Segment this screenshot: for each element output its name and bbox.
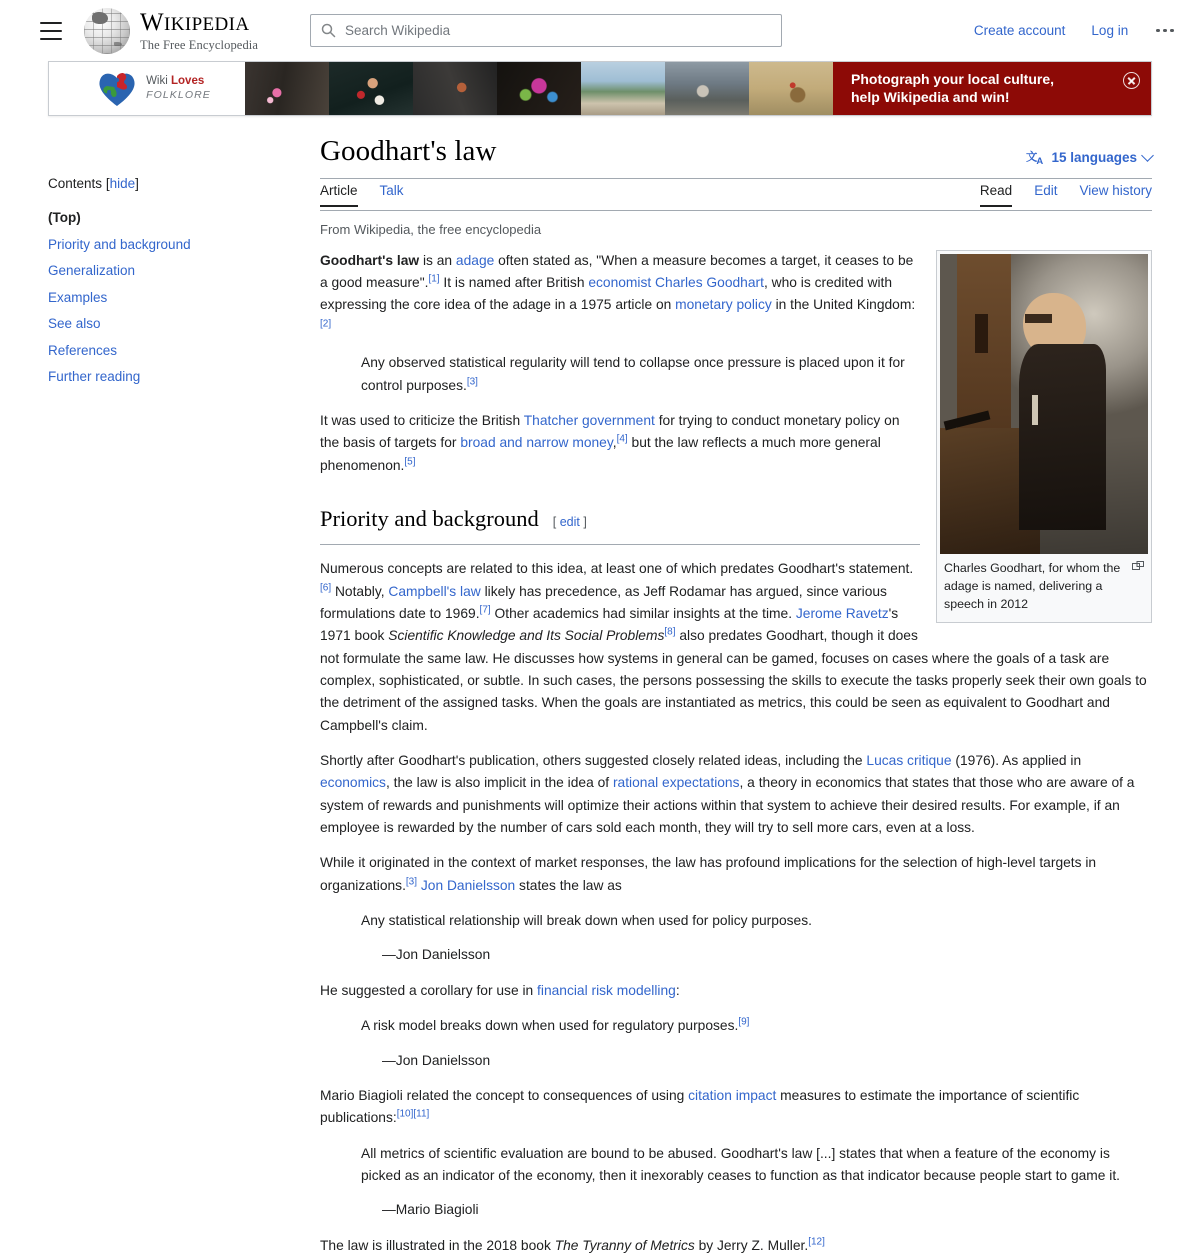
page-title: Goodhart's law bbox=[320, 135, 497, 167]
ref-12[interactable]: [12] bbox=[808, 1235, 825, 1247]
link-campbells-law[interactable]: Campbell's law bbox=[388, 583, 481, 599]
toc-item-label[interactable]: Examples bbox=[48, 289, 108, 305]
ref-9[interactable]: [9] bbox=[738, 1016, 750, 1028]
banner-photo-5 bbox=[581, 62, 665, 115]
lead-bold-term: Goodhart's law bbox=[320, 252, 420, 268]
text-4: but the law reflects a much more general phenomenon. bbox=[320, 435, 881, 473]
svg-text:A: A bbox=[1036, 155, 1044, 166]
blockquote-text: Any observed statistical regularity will tend to collapse once pressure is placed upon it for control purposes. bbox=[361, 355, 905, 393]
text-1: It was used to criticize the British bbox=[320, 412, 524, 428]
paragraph-lucas bbox=[320, 750, 1152, 839]
text-1: He suggested a corollary for use in bbox=[320, 982, 538, 998]
lead-text-1: is an bbox=[419, 252, 456, 268]
paragraph-corollary bbox=[320, 980, 1152, 1002]
text-2: (1976). As applied in bbox=[951, 753, 1082, 769]
tab-talk[interactable]: Talk bbox=[379, 183, 404, 199]
search-placeholder: Search Wikipedia bbox=[345, 23, 451, 38]
tab-article[interactable]: Article bbox=[320, 183, 358, 206]
wikipedia-wordmark bbox=[140, 10, 258, 52]
tab-view-history[interactable]: View history bbox=[1079, 183, 1152, 199]
header-actions bbox=[974, 23, 1176, 39]
blockquote-attribution-2: —Jon Danielsson bbox=[382, 1052, 491, 1068]
create-account-link[interactable]: Create account bbox=[973, 23, 1066, 38]
link-citation-impact[interactable]: citation impact bbox=[688, 1087, 777, 1103]
link-rational-expectations[interactable]: rational expectations bbox=[612, 775, 740, 791]
banner-photo-6 bbox=[665, 62, 749, 115]
link-jerome-ravetz[interactable]: Jerome Ravetz bbox=[795, 606, 889, 622]
banner-call-to-action[interactable] bbox=[833, 62, 1151, 115]
wikipedia-globe-icon bbox=[84, 8, 130, 54]
article-tabs bbox=[320, 180, 1152, 211]
blockquote-biagioli: All metrics of scientific evaluation are bound to be abused. Goodhart's law [...] states that when a feature of the economy is picked as an indicator of the economy, then it inexorably ceases to function as that indicator because people start to game it. bbox=[361, 1145, 1121, 1183]
banner-cta-line-2: help Wikipedia and win! bbox=[851, 88, 1010, 105]
sidebar-item-references[interactable] bbox=[48, 343, 304, 358]
toc-item-label[interactable]: Generalization bbox=[48, 263, 136, 278]
text-1: Shortly after Goodhart's publication, others suggested closely related ideas, including the bbox=[320, 753, 867, 769]
book-title-ravetz: Scientific Knowledge and Its Social Problems bbox=[388, 628, 665, 644]
text-4: Other academics had similar insights at the time. bbox=[490, 606, 796, 622]
link-thatcher-government[interactable]: Thatcher government bbox=[523, 412, 655, 428]
tab-read[interactable]: Read bbox=[980, 183, 1012, 206]
sidebar-item-see-also[interactable] bbox=[48, 316, 304, 331]
toc-item-label[interactable]: Priority and background bbox=[48, 236, 191, 252]
article-thumbnail bbox=[936, 250, 1152, 623]
ref-7[interactable]: [7] bbox=[479, 604, 491, 616]
lead-text-3: It is named after British bbox=[439, 275, 589, 291]
link-adage[interactable]: adage bbox=[455, 252, 495, 268]
text-2: for trying to conduct monetary policy on the basis of targets for bbox=[320, 412, 900, 451]
close-icon[interactable] bbox=[1123, 72, 1140, 89]
blockquote-danielsson-1: Any statistical relationship will break down when used for policy purposes. bbox=[361, 913, 812, 929]
banner-cta-text bbox=[851, 71, 1054, 107]
enlarge-icon[interactable] bbox=[1132, 561, 1144, 572]
toc-item-label[interactable]: (Top) bbox=[48, 210, 81, 225]
link-economist-charles-goodhart[interactable]: economist Charles Goodhart bbox=[588, 275, 764, 291]
link-financial-risk-modelling[interactable]: financial risk modelling bbox=[537, 982, 676, 998]
link-economics[interactable]: economics bbox=[320, 775, 386, 791]
hamburger-icon[interactable] bbox=[40, 22, 62, 40]
sidebar-item-priority-and-background[interactable] bbox=[48, 237, 304, 252]
toc-list bbox=[48, 210, 304, 384]
goodhart-photo[interactable] bbox=[940, 254, 1148, 554]
toc-item-label[interactable]: See also bbox=[48, 316, 101, 331]
paragraph-market bbox=[320, 852, 1152, 897]
banner-photo-7 bbox=[749, 62, 833, 115]
view-tabs bbox=[958, 183, 1152, 206]
text-3: , bbox=[612, 435, 617, 451]
lead-text-4: , who is credited with expressing the core idea of the adage in a 1975 article on bbox=[320, 275, 893, 313]
text-2: measures to estimate the importance of scientific publications: bbox=[320, 1087, 1080, 1126]
toc-label: Contents bbox=[48, 176, 103, 191]
banner-photo-1 bbox=[245, 62, 329, 115]
article-content bbox=[304, 116, 1152, 1257]
text-1: While it originated in the context of market responses, the law has profound implications for the selection of high-level targets in organizations. bbox=[320, 855, 1097, 893]
blockquote-attribution-1: —Jon Danielsson bbox=[382, 947, 491, 963]
page-body bbox=[0, 116, 1200, 1257]
blockquote-text: A risk model breaks down when used for regulatory purposes. bbox=[361, 1018, 739, 1034]
sitenotice-wrap bbox=[0, 61, 1200, 116]
text-1: Numerous concepts are related to this idea, at least one of which predates Goodhart's statement. bbox=[320, 561, 914, 577]
blockquote-danielsson-2 bbox=[320, 1015, 1152, 1037]
ref-2[interactable]: [2] bbox=[320, 318, 332, 330]
banner-photo-3 bbox=[413, 62, 497, 115]
ref-1[interactable]: [1] bbox=[428, 273, 440, 285]
banner-photo-4 bbox=[497, 62, 581, 115]
toc-hide-bracket-open: [ bbox=[105, 176, 110, 191]
campaign-line-1: Wiki Loves bbox=[146, 75, 205, 88]
svg-text:文: 文 bbox=[1026, 151, 1038, 164]
section-heading-text: Priority and background bbox=[320, 505, 539, 531]
caption-text: Charles Goodhart, for whom the adage is named, delivering a speech in 2012 bbox=[944, 560, 1121, 611]
search-input[interactable] bbox=[310, 14, 782, 47]
site-header bbox=[0, 0, 1200, 61]
text-2: : bbox=[675, 982, 680, 998]
banner-photo-2 bbox=[329, 62, 413, 115]
site-subtitle: From Wikipedia, the free encyclopedia bbox=[320, 221, 542, 237]
banner-cta-line-1: Photograph your local culture, bbox=[851, 70, 1055, 87]
wiki-loves-folklore-banner[interactable] bbox=[48, 61, 1152, 116]
ellipsis-icon[interactable] bbox=[1154, 23, 1176, 39]
paragraph-biagioli bbox=[320, 1085, 1152, 1130]
ref-3[interactable]: [3] bbox=[466, 375, 478, 387]
toc-header bbox=[48, 176, 304, 191]
text-4: , a theory in economics that states that those who are aware of a system of rewards and punishments will optimize their actions within that system to achieve their desired results. For example, if an employee is rewarded by the number of cars sold each month, they will try to sell more cars, even at a loss. bbox=[320, 775, 1135, 836]
section-heading-priority-and-background bbox=[320, 501, 920, 545]
text-2: Notably, bbox=[331, 583, 389, 599]
ref-8[interactable]: [8] bbox=[664, 626, 676, 638]
link-jon-danielsson[interactable]: Jon Danielsson bbox=[420, 877, 516, 893]
language-count-label: 15 languages bbox=[1051, 149, 1137, 165]
ref-5[interactable]: [5] bbox=[404, 455, 416, 467]
sidebar-item-top[interactable] bbox=[48, 210, 304, 225]
toc-item-label[interactable]: References bbox=[48, 342, 118, 358]
toc-hide-bracket-close: ] bbox=[135, 176, 139, 191]
text-3: , the law is also implicit in the idea of bbox=[385, 775, 613, 791]
toc-item-label[interactable]: Further reading bbox=[48, 369, 141, 384]
search-icon bbox=[321, 23, 336, 38]
ref-10[interactable]: [10] bbox=[396, 1108, 414, 1120]
translate-icon bbox=[1026, 149, 1045, 166]
ref-6[interactable]: [6] bbox=[320, 582, 332, 594]
sidebar-item-further-reading[interactable] bbox=[48, 369, 304, 384]
chevron-down-icon bbox=[1141, 149, 1154, 162]
tab-edit[interactable]: Edit bbox=[1034, 183, 1058, 199]
article-body bbox=[320, 250, 1152, 1257]
ref-11[interactable]: [11] bbox=[413, 1108, 430, 1120]
text-6: also predates Goodhart, though it does not formulate the same law. He discusses how systems in general can be gamed, focuses on cases where the goals of a task are complex, sophisticated, or subtle. In such cases, the persons possessing the skills to execute the tasks properly seek their own goals to the detriment of the assigned tasks. When the goals are instantiated as metrics, this could be seen as equivalent to Goodhart and Campbell's claim. bbox=[320, 628, 1147, 733]
wikipedia-logo[interactable] bbox=[84, 8, 258, 54]
sidebar-item-examples[interactable] bbox=[48, 290, 304, 305]
table-of-contents bbox=[48, 116, 304, 1257]
blockquote-attribution-3: —Mario Biagioli bbox=[382, 1202, 479, 1218]
lead-text-5: in the United Kingdom: bbox=[771, 297, 916, 313]
heart-puzzle-icon bbox=[97, 70, 137, 108]
text-3: likely has precedence, as Jeff Rodamar has argued, since various formulations date to 1969. bbox=[320, 583, 887, 622]
title-row bbox=[320, 134, 1152, 179]
link-monetary-policy[interactable]: monetary policy bbox=[675, 297, 772, 313]
thumbnail-caption bbox=[940, 554, 1148, 619]
toc-hide-link[interactable]: hide bbox=[109, 176, 136, 191]
text-5: 's 1971 book bbox=[320, 606, 899, 644]
text-2: by Jerry Z. Muller. bbox=[694, 1237, 809, 1253]
banner-photo-strip bbox=[245, 62, 833, 115]
link-lucas-critique[interactable]: Lucas critique bbox=[866, 753, 952, 769]
paragraph-muller bbox=[320, 1235, 1152, 1257]
section-edit-link: [ edit ] bbox=[552, 514, 587, 529]
book-title-muller: The Tyranny of Metrics bbox=[554, 1237, 695, 1253]
campaign-logo bbox=[49, 62, 245, 115]
campaign-line-2: FOLKLORE bbox=[146, 89, 211, 102]
wordmark-main: WIKIPEDIA bbox=[140, 8, 250, 36]
edit-link[interactable]: edit bbox=[559, 514, 580, 529]
language-selector-button[interactable] bbox=[1026, 149, 1152, 178]
campaign-wordmark bbox=[146, 75, 211, 101]
text-1: Mario Biagioli related the concept to consequences of using bbox=[320, 1087, 689, 1103]
ref-4[interactable]: [4] bbox=[616, 433, 628, 445]
text-3: states the law as bbox=[515, 877, 622, 893]
text-1: The law is illustrated in the 2018 book bbox=[320, 1237, 555, 1253]
log-in-link[interactable]: Log in bbox=[1091, 23, 1129, 38]
wordmark-tagline: The Free Encyclopedia bbox=[140, 37, 259, 52]
namespace-tabs bbox=[320, 183, 426, 206]
lead-text-2: often stated as, "When a measure becomes a target, it ceases to be a good measure". bbox=[320, 252, 914, 291]
ref-3b[interactable]: [3] bbox=[405, 876, 418, 888]
sidebar-item-generalization[interactable] bbox=[48, 263, 304, 278]
link-broad-and-narrow-money[interactable]: broad and narrow money bbox=[460, 435, 613, 451]
